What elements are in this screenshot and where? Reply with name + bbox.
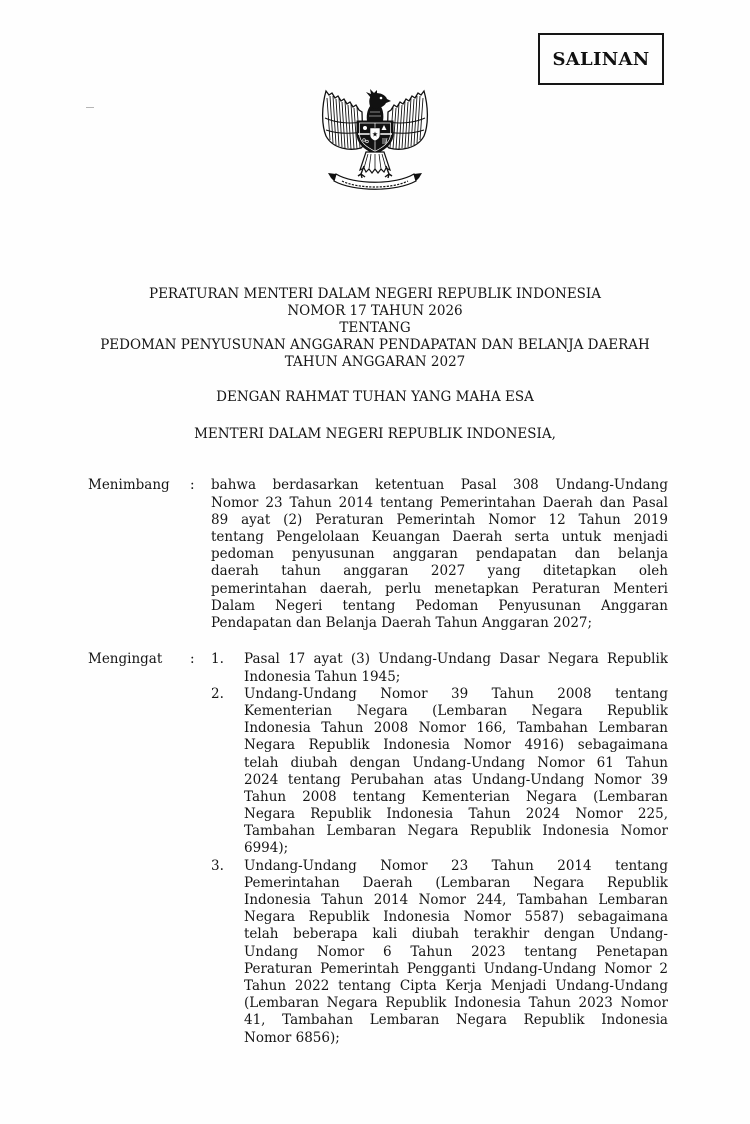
paragraph-line: Nomor 6856); xyxy=(244,1029,340,1046)
issuer-line: MENTERI DALAM NEGERI REPUBLIK INDONESIA, xyxy=(194,426,556,442)
list-item-text xyxy=(244,651,668,685)
paragraph-line: Nomor 23 Tahun 2014 tentang Pemerintahan Daerah dan Pasal xyxy=(211,494,668,511)
paragraph-line: Negara Republik Indonesia Nomor 5587) sebagaimana xyxy=(244,909,668,926)
list-item xyxy=(211,651,668,685)
menimbang-colon: : xyxy=(190,477,195,494)
mengingat-list xyxy=(211,651,668,1046)
paragraph-line: pedoman penyusunan anggaran pendapatan dan belanja xyxy=(211,546,668,563)
paragraph-line: Pasal 17 ayat (3) Undang-Undang Dasar Negara Republik xyxy=(244,651,668,668)
paragraph-line: 41, Tambahan Lembaran Negara Republik Indonesia xyxy=(244,1012,668,1029)
paragraph-line: Undang-Undang Nomor 23 Tahun 2014 tentang xyxy=(244,857,668,874)
paragraph-line: pemerintahan daerah, perlu menetapkan Peraturan Menteri xyxy=(211,580,668,597)
list-item-number: 2. xyxy=(211,685,224,702)
title-line: PEDOMAN PENYUSUNAN ANGGARAN PENDAPATAN DAN BELANJA DAERAH xyxy=(100,337,650,353)
paragraph-line: bahwa berdasarkan ketentuan Pasal 308 Undang-Undang xyxy=(211,477,668,494)
paragraph-line: Negara Republik Indonesia Nomor 4916) sebagaimana xyxy=(244,737,668,754)
list-item-number: 3. xyxy=(211,857,224,874)
mengingat-colon: : xyxy=(190,651,195,668)
paragraph-line: Indonesia Tahun 2008 Nomor 166, Tambahan Lembaran xyxy=(244,720,668,737)
paragraph-line: Negara Republik Indonesia Tahun 2024 Nomor 225, xyxy=(244,806,668,823)
list-item xyxy=(211,686,668,858)
paragraph-line: Dalam Negeri tentang Pedoman Penyusunan Anggaran xyxy=(211,597,668,614)
paragraph-line: 89 ayat (2) Peraturan Pemerintah Nomor 12 Tahun 2019 xyxy=(211,511,668,528)
paragraph-line: Indonesia Tahun 1945; xyxy=(244,668,401,685)
paragraph-line: tentang Pengelolaan Keuangan Daerah serta untuk menjadi xyxy=(211,528,668,545)
paragraph-line: Pemerintahan Daerah (Lembaran Negara Republik xyxy=(244,874,668,891)
list-item-text xyxy=(244,686,668,858)
paragraph-line: Undang Nomor 6 Tahun 2023 tentang Penetapan xyxy=(244,943,668,960)
paragraph-line: 2024 tentang Perubahan atas Undang-Undang Nomor 39 xyxy=(244,771,668,788)
list-item xyxy=(211,858,668,1047)
title-line: TAHUN ANGGARAN 2027 xyxy=(284,354,466,370)
preamble-line: DENGAN RAHMAT TUHAN YANG MAHA ESA xyxy=(216,389,534,405)
salinan-stamp: SALINAN xyxy=(538,33,664,85)
list-item-number: 1. xyxy=(211,651,224,668)
paragraph-line: Peraturan Pemerintah Pengganti Undang-Undang Nomor 2 xyxy=(244,960,668,977)
paragraph-line: Kementerian Negara (Lembaran Negara Republik xyxy=(244,702,668,719)
title-line: NOMOR 17 TAHUN 2026 xyxy=(287,303,463,319)
menimbang-label: Menimbang xyxy=(88,477,170,494)
paragraph-line: Tambahan Lembaran Negara Republik Indonesia Nomor xyxy=(244,823,668,840)
emblem-left-wing xyxy=(323,91,363,149)
emblem-shield xyxy=(357,121,393,154)
paragraph-line: Tahun 2008 tentang Kementerian Negara (Lembaran xyxy=(244,788,668,805)
paragraph-line: telah beberapa kali diubah terakhir dengan Undang- xyxy=(244,926,668,943)
paragraph-line: daerah tahun anggaran 2027 yang ditetapkan oleh xyxy=(211,563,668,580)
emblem-tail xyxy=(358,152,392,178)
scan-mark xyxy=(86,107,94,108)
menimbang-paragraph xyxy=(211,477,668,632)
paragraph-line: Pendapatan dan Belanja Daerah Tahun Anggaran 2027; xyxy=(211,614,593,631)
title-line: PERATURAN MENTERI DALAM NEGERI REPUBLIK INDONESIA xyxy=(148,286,602,302)
emblem-ribbon xyxy=(328,173,422,189)
emblem-right-wing xyxy=(387,91,427,149)
paragraph-line: (Lembaran Negara Republik Indonesia Tahun 2023 Nomor xyxy=(244,995,668,1012)
mengingat-label: Mengingat xyxy=(88,651,163,668)
paragraph-line: Indonesia Tahun 2014 Nomor 244, Tambahan Lembaran xyxy=(244,892,668,909)
title-line: TENTANG xyxy=(339,320,411,336)
list-item-text xyxy=(244,858,668,1047)
issuer xyxy=(0,426,750,443)
paragraph-line: Tahun 2022 tentang Cipta Kerja Menjadi Undang-Undang xyxy=(244,977,668,994)
regulation-title xyxy=(0,286,750,371)
paragraph-line: 6994); xyxy=(244,840,289,857)
paragraph-line: telah diubah dengan Undang-Undang Nomor 61 Tahun xyxy=(244,754,668,771)
garuda-emblem-icon xyxy=(320,88,430,194)
preamble xyxy=(0,389,750,406)
paragraph-line: Undang-Undang Nomor 39 Tahun 2008 tentang xyxy=(244,685,668,702)
